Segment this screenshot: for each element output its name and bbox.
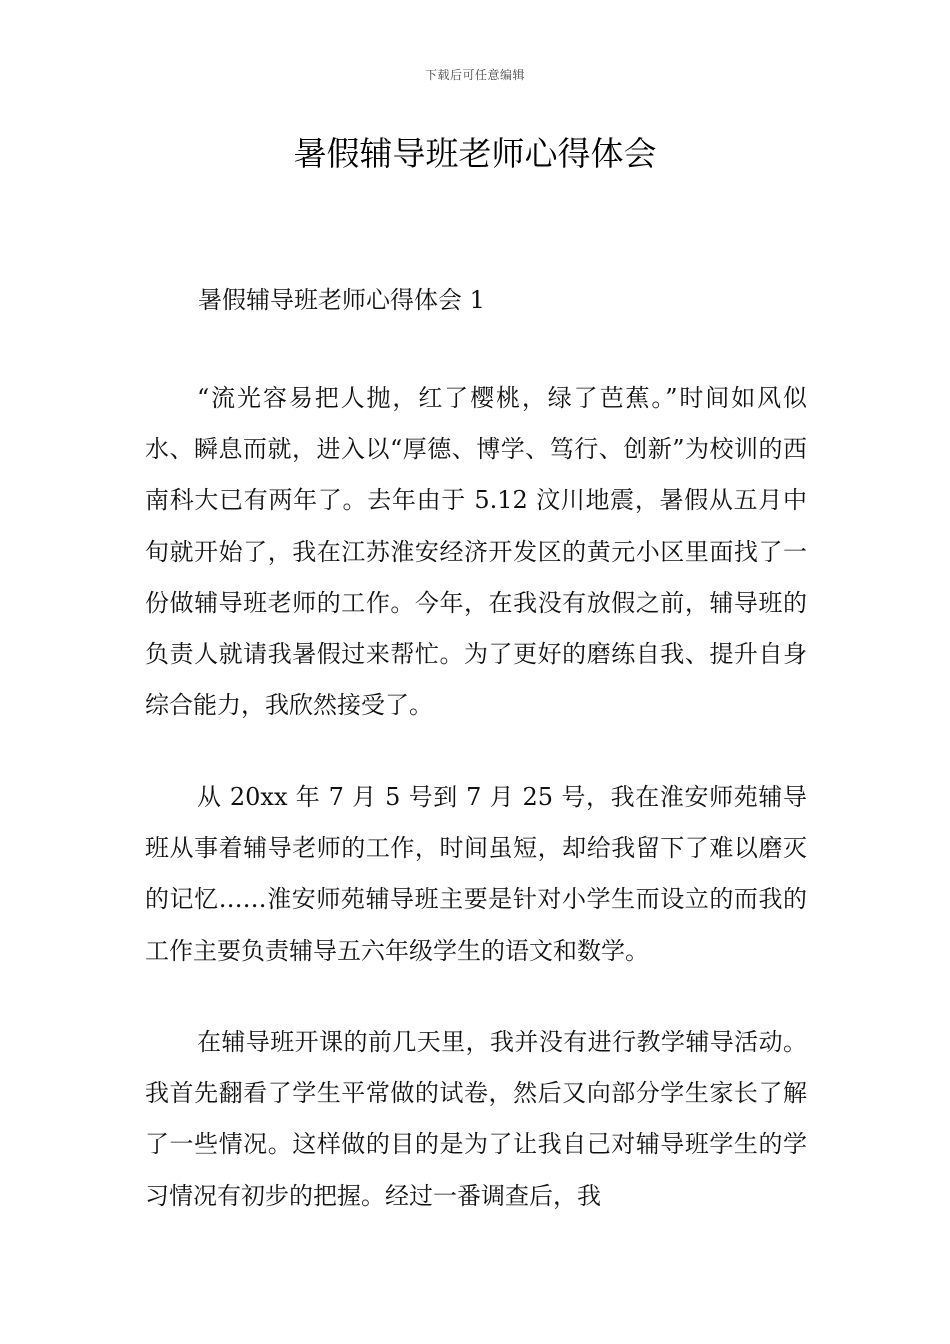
document-title: 暑假辅导班老师心得体会 [293, 134, 657, 173]
section-subheading: 暑假辅导班老师心得体会 1 [198, 286, 485, 314]
body-paragraph: “流光容易把人抛，红了樱桃，绿了芭蕉。”时间如风似水、瞬息而就，进入以“厚德、博学、笃行、创新”为校训的西南科大已有两年了。去年由于 5.12 汶川地震，暑假从五月中旬就开始了，我在江苏淮安经济开发区的黄元小区里面找了一份做辅导班老师的工作。今年，在我没有放假之前，辅导班的负责人就请我暑假过来帮忙。为了更好的磨练自我、提升自身综合能力，我欣然接受了。 [145, 384, 807, 720]
body-paragraph: 从 20xx 年 7 月 5 号到 7 月 25 号，我在淮安师苑辅导班从事着辅导老师的工作，时间虽短，却给我留下了难以磨灭的记忆……淮安师苑辅导班主要是针对小学生而设立的而我的工作主要负责辅导五六年级学生的语文和数学。 [145, 783, 807, 965]
body-paragraph: 在辅导班开课的前几天里，我并没有进行教学辅导活动。我首先翻看了学生平常做的试卷，然后又向部分学生家长了解了一些情况。这样做的目的是为了让我自己对辅导班学生的学习情况有初步的把握。经过一番调查后，我 [145, 1028, 807, 1210]
header-note: 下载后可任意编辑 [424, 68, 525, 82]
